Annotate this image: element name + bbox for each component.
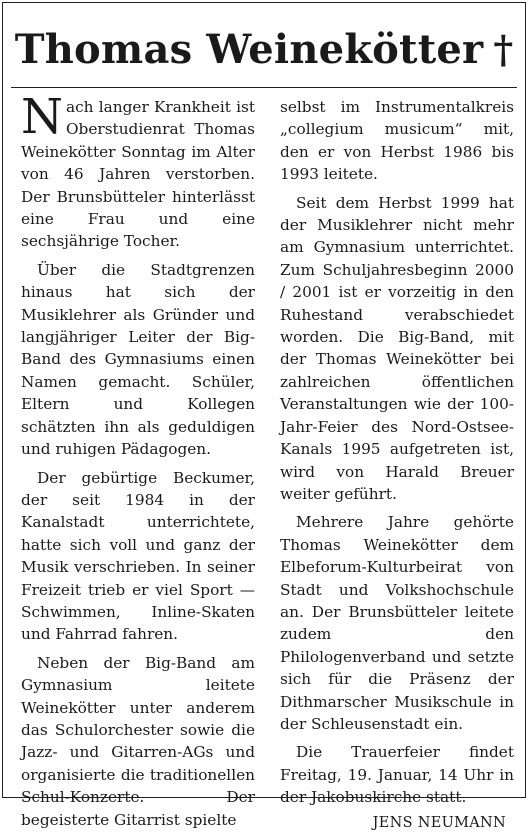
obituary-clipping	[2, 2, 526, 831]
paragraph-8: Die Trauerfeier findet Freitag, 19. Januar, 14 Uhr in der Jakobuskirche statt.	[280, 743, 514, 807]
headline-rule	[11, 87, 517, 88]
paragraph-5: selbst im Instrumentalkreis „collegium musicum“ mit, den er von Herbst 1986 bis 1993 leitete.	[280, 98, 514, 184]
author-byline: JENS NEUMANN	[372, 814, 506, 831]
column-left	[21, 89, 255, 837]
cross-icon: †	[493, 26, 514, 72]
headline-name: Thomas Weinekötter	[14, 25, 484, 73]
article-body	[21, 89, 514, 837]
paragraph-3: Der gebürtige Beckumer, der seit 1984 in der Kanalstadt unterrichtete, hatte sich voll und ganz der Musik verschrieben. In seiner Freizeit trieb er viel Sport — Schwimmen, Inline-Skaten und Fahrrad fahren.	[21, 468, 255, 644]
drop-cap: N	[21, 89, 63, 145]
paragraph-2: Über die Stadtgrenzen hinaus hat sich der Musiklehrer als Gründer und langjähriger Leiter der Big-Band des Gymnasiums einen Namen gemacht. Schüler, Eltern und Kollegen schätzten ihn als geduldigen und ruhigen Pädagogen.	[21, 260, 255, 459]
paragraph-6: Seit dem Herbst 1999 hat der Musiklehrer nicht mehr am Gymnasium unterrichtet. Zum Schuljahresbeginn 2000 / 2001 ist er vorzeitig in den Ruhestand verabschiedet worden. Die Big-Band, mit der Thomas Weinekötter bei zahlreichen öffentlichen Veranstaltungen wie der 100-Jahr-Feier des Nord-Ostsee-Kanals 1995 aufgetreten ist, wird von Harald Breuer weiter geführt.	[280, 193, 514, 503]
paragraph-4: Neben der Big-Band am Gymnasium leitete Weinekötter unter anderem das Schulorchester sowie die Jazz- und Gitarren-AGs und organisierte die traditionellen Schul-Konzerte. Der begeisterte Gitarrist spielte	[21, 653, 255, 829]
paragraph-7: Mehrere Jahre gehörte Thomas Weinekötter dem Elbeforum-Kulturbeirat von Stadt und Volkshochschule an. Der Brunsbütteler leitete zudem den Philologenverband und setzte sich für die Präsenz der Dithmarscher Musikschule in der Schleusenstadt ein.	[280, 513, 514, 733]
column-right	[280, 96, 514, 837]
headline	[3, 17, 525, 81]
paragraph-1	[21, 89, 255, 253]
paragraph-1-text: ach langer Krankheit ist Oberstudienrat Thomas Weinekötter Sonntag im Alter von 46 Jahren verstorben. Der Brunsbütteler hinterlässt eine Frau und eine sechsjährige Tocher.	[21, 98, 255, 251]
